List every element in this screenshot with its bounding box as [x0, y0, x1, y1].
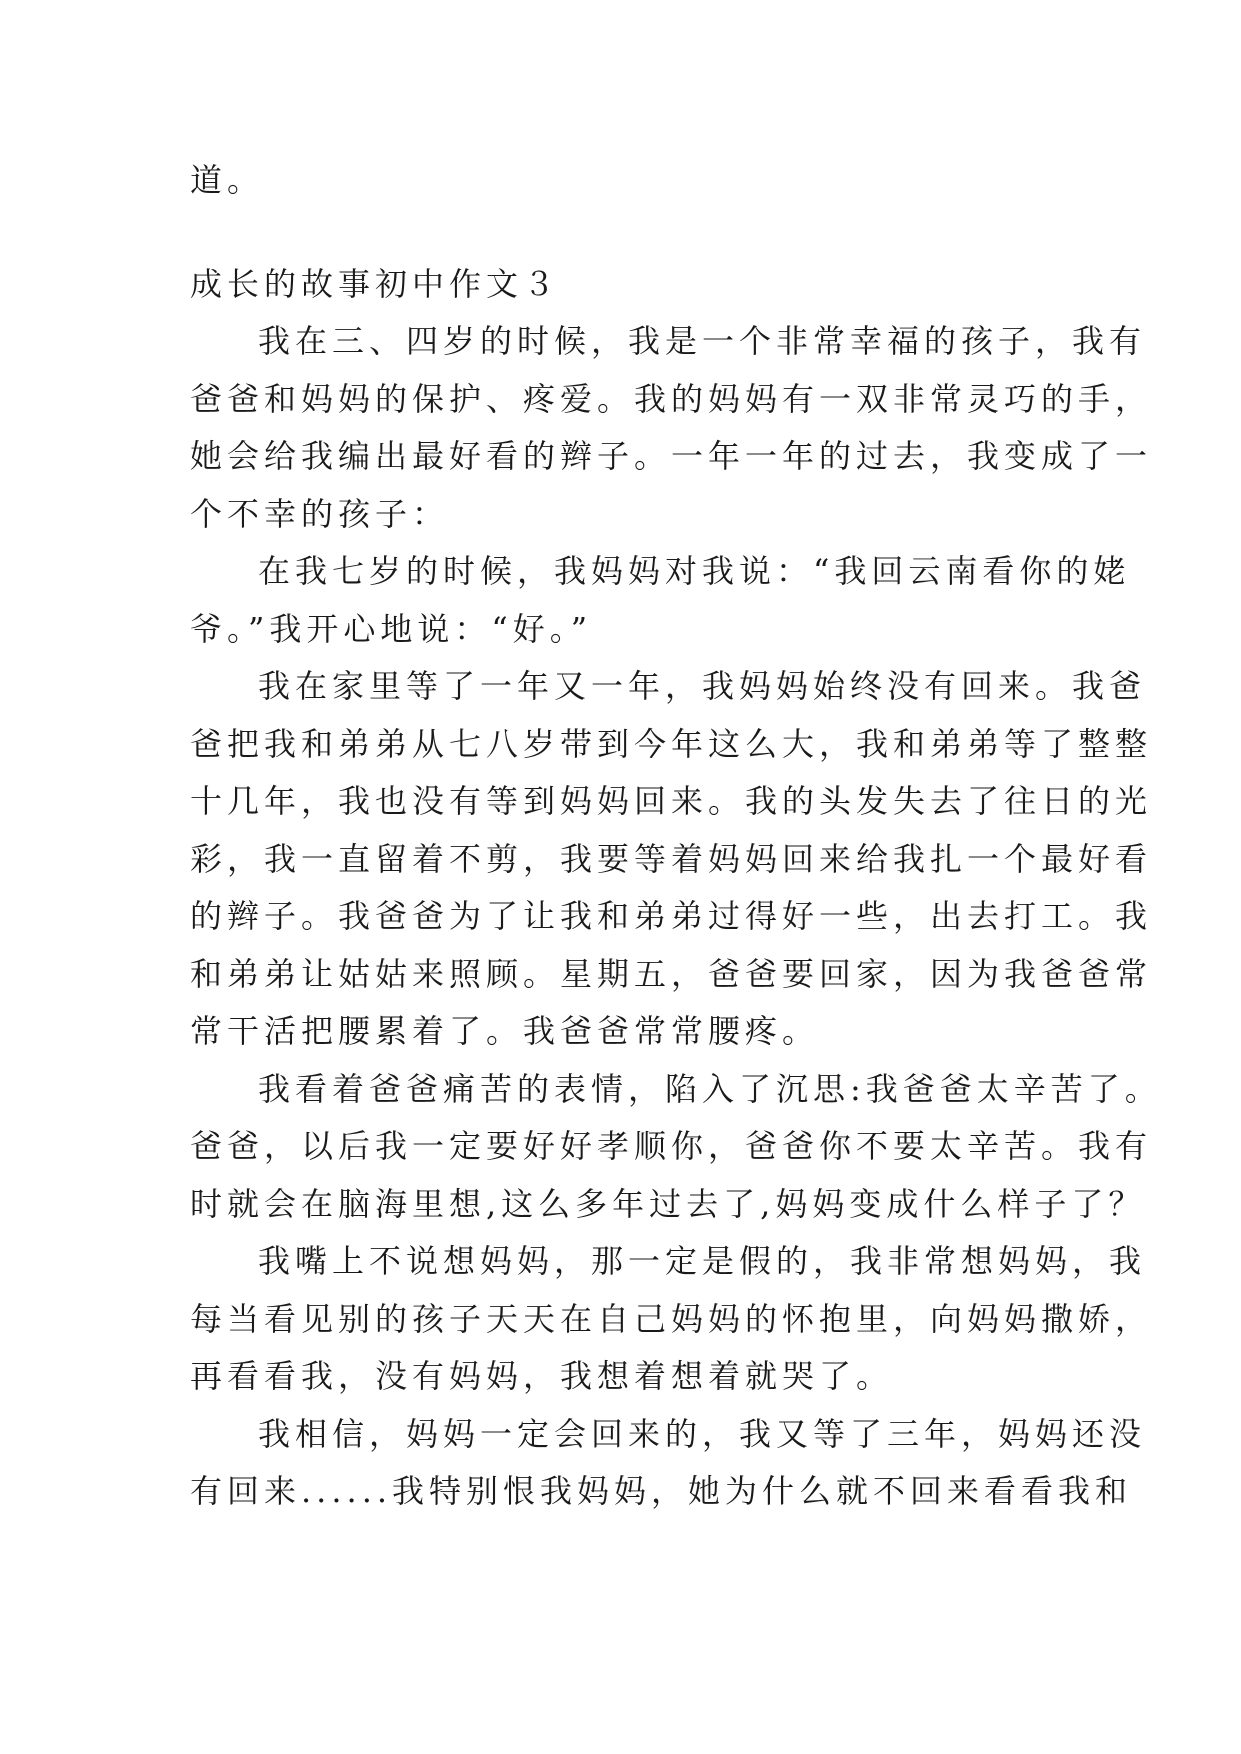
text-line: 有回来......我特别恨我妈妈，她为什么就不回来看看我和 [190, 1472, 1133, 1510]
text-line: 时就会在脑海里想,这么多年过去了,妈妈变成什么样子了？ [190, 1184, 1146, 1223]
text-line: 我在三、四岁的时候，我是一个非常幸福的孩子，我有 [258, 322, 1147, 360]
text-fragment: 道。 [190, 161, 265, 199]
paragraph-3 [190, 658, 1153, 1061]
text-line: 十几年，我也没有等到妈妈回来。我的头发失去了往日的光 [190, 782, 1153, 820]
text-line: 彩，我一直留着不剪，我要等着妈妈回来给我扎一个最好看 [190, 839, 1153, 878]
text-line: 我相信，妈妈一定会回来的，我又等了三年，妈妈还没 [258, 1414, 1147, 1453]
text-line: 爸爸和妈妈的保护、疼爱。我的妈妈有一双非常灵巧的手， [190, 379, 1153, 418]
document-page [190, 152, 1162, 1521]
paragraph-1 [190, 313, 1153, 543]
text-line: 常干活把腰累着了。我爸爸常常腰疼。 [190, 1012, 820, 1050]
text-line: 在我七岁的时候，我妈妈对我说：“我回云南看你的姥 [258, 552, 1131, 590]
text-line: 爸把我和弟弟从七八岁带到今年这么大，我和弟弟等了整整 [190, 724, 1153, 763]
paragraph-4 [190, 1061, 1162, 1234]
paragraph-2 [190, 543, 1131, 658]
text-line: 我看着爸爸痛苦的表情，陷入了沉思:我爸爸太辛苦了。 [258, 1069, 1162, 1108]
paragraph-5 [190, 1233, 1153, 1406]
text-line: 和弟弟让姑姑来照顾。星期五，爸爸要回家，因为我爸爸常 [190, 954, 1153, 993]
text-line: 爸爸，以后我一定要好好孝顺你，爸爸你不要太辛苦。我有 [190, 1127, 1153, 1165]
text-line: 再看看我，没有妈妈，我想着想着就哭了。 [190, 1357, 894, 1395]
text-line: 爷。”我开心地说：“好。” [190, 609, 593, 648]
text-line: 她会给我编出最好看的辫子。一年一年的过去，我变成了一 [190, 437, 1153, 475]
text-line: 我在家里等了一年又一年，我妈妈始终没有回来。我爸 [258, 667, 1147, 705]
text-line: 我嘴上不说想妈妈，那一定是假的，我非常想妈妈，我 [258, 1242, 1147, 1280]
text-line: 的辫子。我爸爸为了让我和弟弟过得好一些，出去打工。我 [190, 897, 1153, 935]
text-line: 每当看见别的孩子天天在自己妈妈的怀抱里，向妈妈撒娇， [190, 1299, 1153, 1338]
essay-heading: 成长的故事初中作文３ [190, 264, 561, 303]
paragraph-6 [190, 1406, 1147, 1521]
section-gap [190, 210, 1070, 256]
text-line: 个不幸的孩子： [190, 494, 450, 533]
